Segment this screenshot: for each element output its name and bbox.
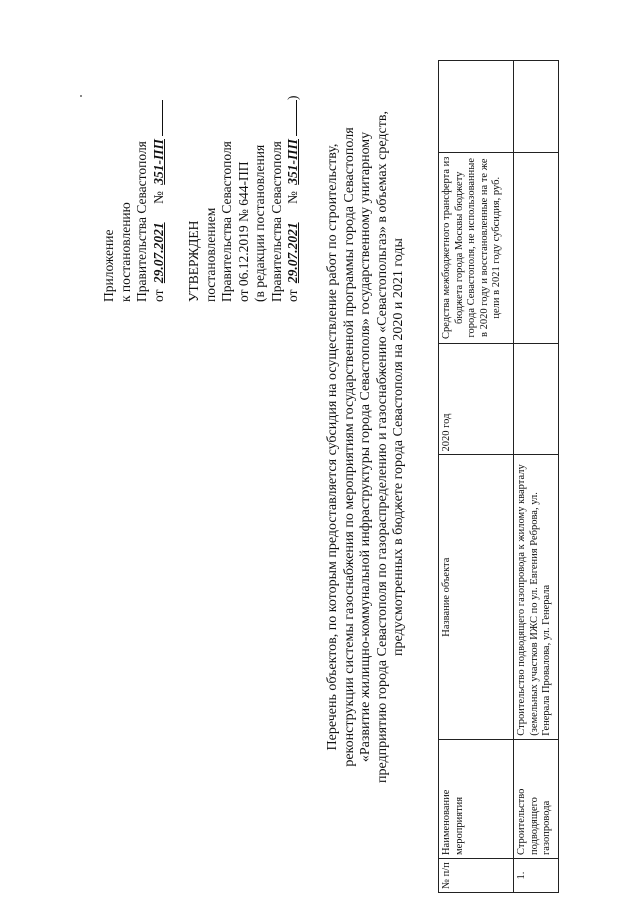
row-event: Строительство подводящего газопровода (514, 739, 559, 858)
government-label-2: Правительства Севастополя (219, 141, 234, 302)
approved-label: УТВЕРЖДЕН (186, 220, 201, 302)
appendix-label: Приложение (101, 229, 116, 302)
document-heading (325, 107, 408, 787)
header-object: Название объекта (439, 455, 514, 739)
from-label-2: от (285, 289, 300, 302)
heading-line-1: Перечень объектов, по которым предоставляется субсидия на осуществление работ по строительству, (325, 143, 340, 751)
heading-line-3: «Развитие жилищно-коммунальной инфраструктуры города Севастополя» государственному унитарному (358, 131, 374, 763)
underline (162, 100, 163, 136)
approval-block (101, 72, 302, 302)
header-event: Наименование мероприятия (439, 739, 514, 858)
edition-label: (в редакции постановления (252, 144, 267, 302)
row-empty (514, 61, 559, 153)
header-transfer: Средства межбюджетного трансферта из бюджета города Москвы бюджету города Севастополя, не использованные в 2020 году и восстановленные на те же цели в 2021 году субсидия, руб. (439, 152, 514, 343)
original-resolution-ref: от 06.12.2019 № 644-ПП (235, 161, 251, 302)
close-paren: ) (285, 95, 300, 100)
government-label-3: Правительства Севастополя (268, 141, 284, 302)
table-row (514, 61, 559, 893)
row-object: Строительство подводящего газопровода к жилому кварталу (земельных участков ИЖС по ул. Евгения Реброва, ул. Генерала Провалова, ул. Генерала (514, 455, 559, 739)
header-empty (439, 61, 514, 153)
heading-line-5: предусмотренных в бюджете города Севастополя на 2020 и 2021 годы (391, 238, 407, 656)
edition-date: 29.07.2021 (285, 222, 300, 284)
heading-line-2: реконструкции системы газоснабжения по мероприятиям государственной программы города Севастополя (341, 127, 357, 767)
number-label: № (150, 191, 166, 205)
table-header-row (439, 61, 514, 893)
heading-line-4: предприятию города Севастополя по газораспределению и газоснабжению «Севастопольгаз» в объемах средств, (374, 111, 390, 783)
header-2020: 2020 год (439, 343, 514, 455)
edition-number: 351-ПП (285, 139, 300, 185)
underline-2 (296, 100, 297, 136)
resolution-date-line (151, 72, 168, 302)
row-2020 (514, 343, 559, 455)
to-resolution-label: к постановлению (117, 202, 133, 302)
resolution-date: 29.07.2021 (150, 222, 166, 284)
row-transfer (514, 152, 559, 343)
header-num: № п/п (439, 859, 514, 893)
by-resolution-label: постановлением (202, 207, 218, 302)
edition-date-line (285, 72, 302, 302)
row-num: 1. (514, 859, 559, 893)
from-label: от (150, 289, 166, 302)
objects-table (438, 60, 559, 893)
resolution-number: 351-ПП (150, 139, 166, 185)
number-label-2: № (285, 191, 300, 205)
scan-speck (80, 95, 82, 97)
government-label: Правительства Севастополя (134, 141, 149, 302)
